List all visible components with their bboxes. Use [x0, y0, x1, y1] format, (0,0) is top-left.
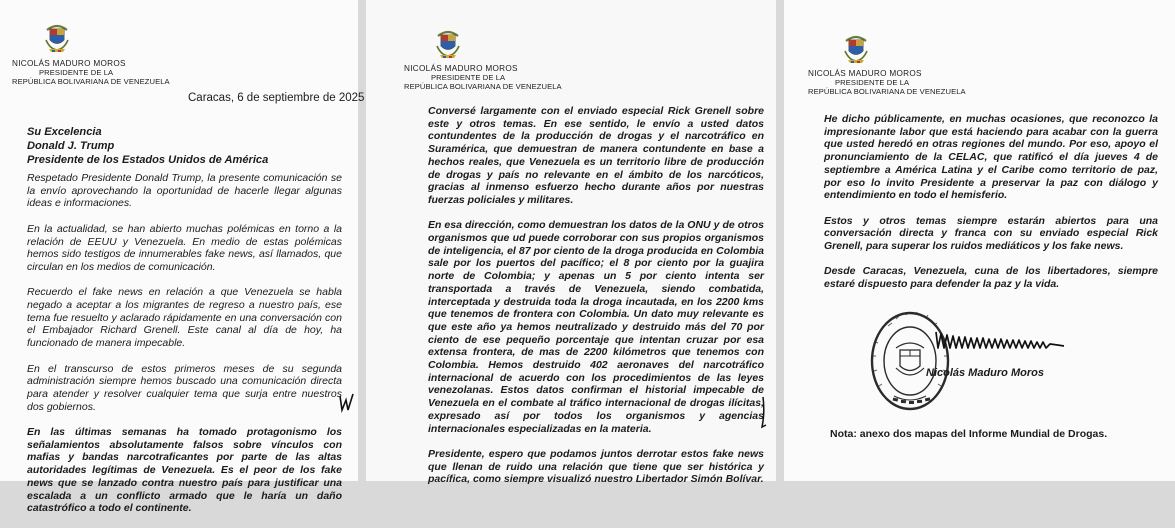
paragraph: Recuerdo el fake news en relación a que Venezuela se habla negado a aceptar a los migrantes de regreso a nuestro país, ese tema fue resuelto y aclarado rápidamente en una conversación con el Embajador Richard Grenell. Este canal al día de hoy, ha funcionado de manera impecable.	[27, 286, 342, 350]
paragraph: Respetado Presidente Donald Trump, la presente comunicación se la envío aprovechando la oportunidad de hacerle llegar algunas ideas e informaciones.	[27, 172, 342, 210]
letterhead-republic: REPÚBLICA BOLIVARIANA DE VENEZUELA	[808, 86, 966, 96]
letter-body-page-2	[428, 105, 764, 499]
initial-mark	[758, 395, 768, 431]
annex-note: Nota: anexo dos mapas del Informe Mundial de Drogas.	[830, 428, 1108, 440]
letterhead-title: PRESIDENTE DE LA	[431, 72, 506, 82]
paragraph: En el transcurso de estos primeros meses de su segunda administración siempre hemos buscado una comunicación directa para atender y resolver cualquier tema que surja entre nuestros dos gobiernos.	[27, 362, 342, 413]
paragraph: En las últimas semanas ha tomado protagonismo los señalamientos absolutamente falsos sobre vínculos con mafias y bandas narcotraficantes por parte de las altas autoridades legítimas de Venezuela. Es el peor de los fake news que se lanzado contra nuestro país para justificar una escalada a un conflicto armado que le haría un daño catastrófico a todo el continente.	[27, 426, 342, 515]
letterhead-republic: REPÚBLICA BOLIVARIANA DE VENEZUELA	[404, 81, 562, 91]
letterhead-title: PRESIDENTE DE LA	[835, 77, 910, 87]
addressee-line-2: Donald J. Trump	[27, 139, 115, 152]
paragraph: Estos y otros temas siempre estarán abiertos para una conversación directa y franca con su enviado especial Rick Grenell, para superar los ruidos mediáticos y los fake news.	[824, 214, 1158, 253]
letter-body-page-1	[27, 172, 342, 528]
letter-body-page-3	[824, 113, 1158, 304]
signature-mark	[934, 322, 1066, 358]
paragraph: En esa dirección, como demuestran los datos de la ONU y de otros organismos que ud puede corroborar con sus propios organismos de inteligencia, el 87 por ciento de la droga producida en Colombia sale por los puertos del pacífico; el 8 por ciento por la guajira norte de Colombia; y apenas un 5 por ciento intenta ser transportada a través de Venezuela, siendo combatida, interceptada y destruida toda la droga incautada, en los 2200 kms que tenemos de frontera con Colombia. Un dato muy relevante es que este año ya hemos neutralizado y destruido más del 70 por ciento de ese pequeño porcentaje que intentan cruzar por esa extensa frontera, de mas de 2200 kilómetros que tenemos con Colombia. Hemos destruido 402 aeronaves del narcotráfico internacional de acuerdo con los procedimientos de las leyes venezolanas. Estos datos confirman el historial impecable de Venezuela en el combate al tráfico internacional de drogas ilícitas, expresado así por todos los organismos y agencias internacionales especializadas en la materia.	[428, 219, 764, 435]
letterhead	[404, 65, 562, 91]
paragraph: Conversé largamente con el enviado especial Rick Grenell sobre este y otros temas. En ese sentido, le envío a usted datos contundentes de la producción de drogas y el narcotráfico en Suramérica, que demuestran de manera contundente en base a hechos reales, que Venezuela es un territorio libre de producción de drogas y país no relevante en el ámbito de los narcóticos, gracias al inmenso esfuerzo hecho durante años por nuestras fuerzas policiales y militares.	[428, 105, 764, 206]
letter-date: Caracas, 6 de septiembre de 2025	[188, 92, 365, 104]
paragraph: Desde Caracas, Venezuela, cuna de los libertadores, siempre estaré dispuesto para defender la paz y la vida.	[824, 265, 1158, 291]
paragraph: En la actualidad, se han abierto muchas polémicas en torno a la relación de EEUU y Venezuela. En medio de estas polémicas hemos sido testigos de innumerables fake news, así llamados, que circulan en los medios de comunicación.	[27, 222, 342, 273]
addressee-line-3: Presidente de los Estados Unidos de América	[27, 153, 269, 166]
coat-of-arms-icon	[44, 20, 70, 54]
letter-page-2	[366, 0, 776, 486]
letter-page-3	[784, 0, 1175, 481]
signature-name: Nicolás Maduro Moros	[926, 367, 1044, 379]
letter-page-1	[0, 0, 365, 515]
letterhead	[808, 70, 966, 96]
letterhead-name: NICOLÁS MADURO MOROS	[808, 69, 922, 78]
letterhead-republic: REPÚBLICA BOLIVARIANA DE VENEZUELA	[12, 76, 170, 86]
letterhead-name: NICOLÁS MADURO MOROS	[404, 64, 518, 73]
initial-mark	[338, 392, 356, 414]
letterhead-name: NICOLÁS MADURO MOROS	[12, 59, 126, 68]
letterhead-title: PRESIDENTE DE LA	[39, 67, 114, 77]
addressee-line-1: Su Excelencia	[27, 126, 102, 138]
coat-of-arms-icon	[843, 31, 869, 65]
paragraph: He dicho públicamente, en muchas ocasiones, que reconozco la impresionante labor que está haciendo para acabar con la guerra que usted heredó en otras regiones del mundo. Por eso, apoyo el pronunciamiento de la CELAC, que ratificó el día jueves 4 de septiembre a América Latina y el Caribe como territorio de paz, por eso lo invito Presidente a preservar la paz con diálogo y entendimiento en todo el hemisferio.	[824, 113, 1158, 202]
paragraph: Presidente, espero que podamos juntos derrotar estos fake news que llenan de ruido una relación que tiene que ser histórica y pacífica, como siempre visualizó nuestro Libertador Simón Bolívar.	[428, 447, 764, 486]
addressee	[27, 126, 268, 167]
letterhead	[12, 60, 170, 86]
coat-of-arms-icon	[435, 26, 461, 60]
